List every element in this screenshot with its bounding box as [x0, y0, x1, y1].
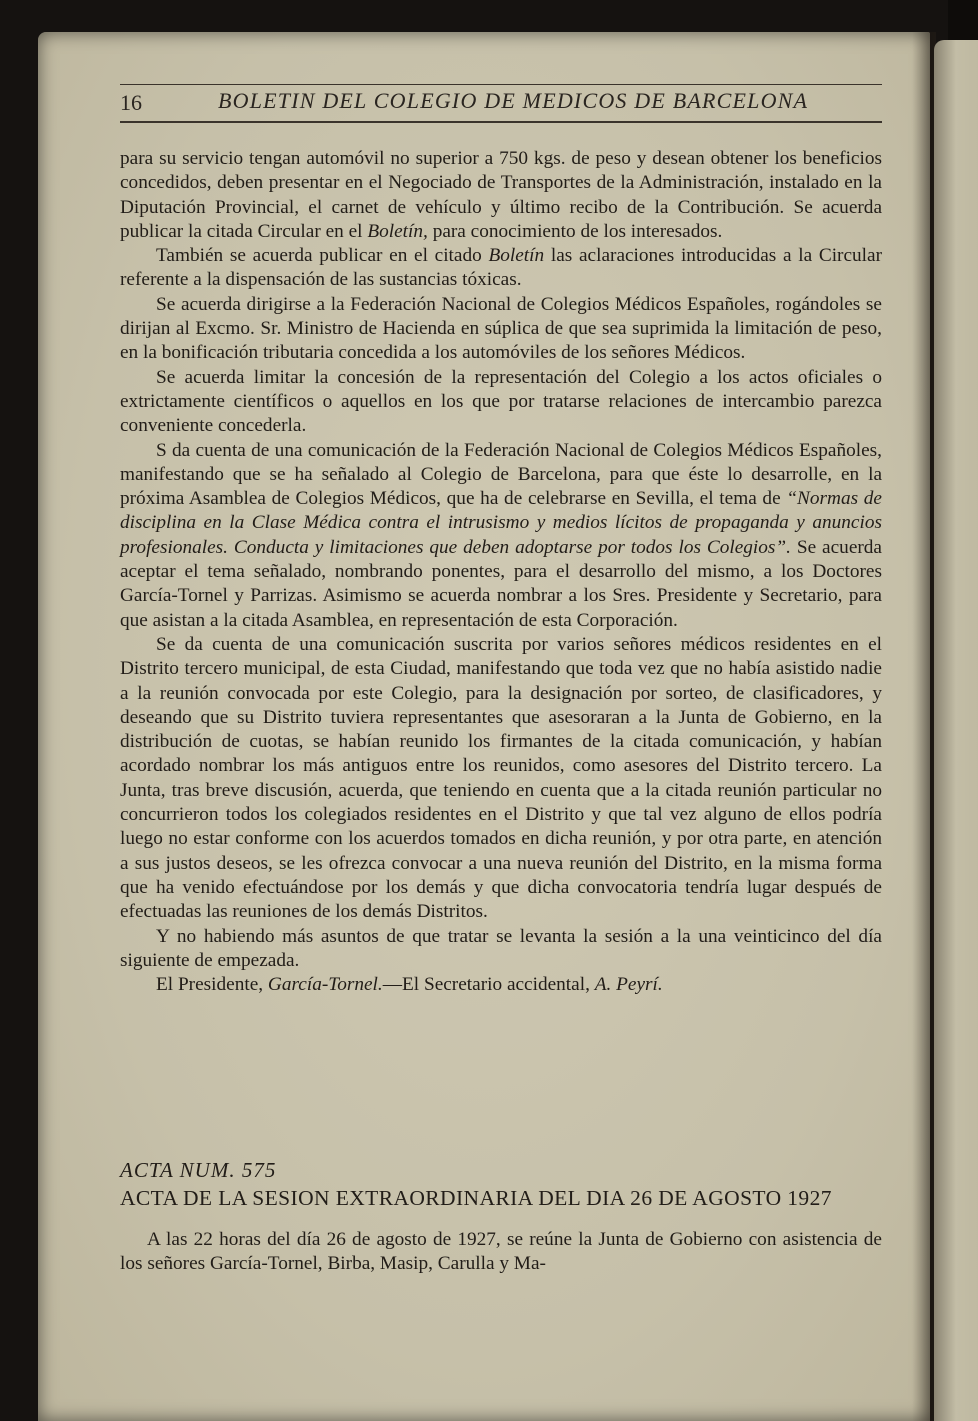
- facing-page-edge: [934, 40, 978, 1421]
- header-rule-top: [120, 84, 882, 85]
- acta-title: ACTA DE LA SESION EXTRAORDINARIA DEL DIA 26 DE AGOSTO 1927: [120, 1186, 832, 1210]
- header-rule-bottom: [120, 121, 882, 123]
- signatures: El Presidente, García-Tornel.—El Secretario accidental, A. Peyrí.: [156, 974, 663, 996]
- paragraph: Se acuerda limitar la concesión de la representación del Colegio a los actos oficiales o extrictamente científicos o aquellos en los que por tratarse relaciones de intercambio parezca conveniente concederla.: [120, 366, 882, 437]
- secretary-name: A. Peyrí.: [594, 974, 663, 996]
- paragraph: S da cuenta de una comunicación de la Federación Nacional de Colegios Médicos Españoles, manifestando que se ha señalado al Colegio de Barcelona, para que éste lo desarrolle, en la próxima Asamblea de Colegios Médicos, que ha de celebrarse en Sevilla, el tema de “Normas de disciplina en la Clase Médica contra el intrusismo y medios lícitos de propaganda y anuncios profesionales. Conducta y limitaciones que deben adoptarse por todos los Colegios”. Se acuerda aceptar el tema señalado, nombrando ponentes, para el desarrollo del mismo, a los Doctores García-Tornel y Parrizas. Asimismo se acuerda nombrar a los Sres. Presidente y Secretario, para que asistan a la citada Asamblea, en representación de esta Corporación.: [120, 439, 882, 631]
- scan-edge: [948, 0, 978, 40]
- acta-text: [120, 1228, 882, 1277]
- paragraph: Se acuerda dirigirse a la Federación Nacional de Colegios Médicos Españoles, rogándoles se dirijan al Excmo. Sr. Ministro de Hacienda en súplica de que sea suprimida la limitación de peso, en la bonificación tributaria concedida a los automóviles de los señores Médicos.: [120, 293, 882, 364]
- page-number: 16: [120, 90, 142, 115]
- running-title: BOLETIN DEL COLEGIO DE MEDICOS DE BARCELONA: [218, 88, 809, 113]
- page-fold-shadow: [912, 32, 936, 1421]
- paragraph: También se acuerda publicar en el citado Boletín las aclaraciones introducidas a la Circular referente a la dispensación de las sustancias tóxicas.: [120, 245, 883, 291]
- paragraph: para su servicio tengan automóvil no superior a 750 kgs. de peso y desean obtener los beneficios concedidos, deben presentar en el Negociado de Transportes de la Administración, instalado en la Diputación Provincial, el carnet de vehículo y último recibo de la Contribución. Se acuerda publicar la citada Circular en el Boletín, para conocimiento de los interesados.: [120, 148, 882, 242]
- paragraph: Se da cuenta de una comunicación suscrita por varios señores médicos residentes en el Distrito tercero municipal, de esta Ciudad, manifestando que toda vez que no había asistido nadie a la reunión convocada por este Colegio, para la designación por sorteo, de clasificadores, y deseando que su Distrito tuviera representantes que asesoraran a la Junta de Gobierno, en la distribución de cuotas, se habían reunido los firmantes de la citada comunicación, y habían acordado nombrar los más antiguos entre los reunidos, como asesores del Distrito tercero. La Junta, tras breve discusión, acuerda, que teniendo en cuenta que a la citada reunión particular no concurrieron todos los colegiados residentes en el Distrito y que tal vez alguno de ellos podría luego no estar conforme con los acuerdos tomados en dicha reunión, y por otra parte, en atención a sus justos deseos, se les ofrezca convocar a una nueva reunión del Distrito, en la misma forma que ha venido efectuándose por los demás y que dicha convocatoria tendría lugar después de efectuadas las reuniones de los demás Distritos.: [120, 633, 882, 923]
- acta-number: ACTA NUM. 575: [120, 1158, 277, 1182]
- paragraph: A las 22 horas del día 26 de agosto de 1927, se reúne la Junta de Gobierno con asistencia de los señores García-Tornel, Birba, Masip, Carulla y Ma-: [120, 1229, 882, 1275]
- running-header: [120, 86, 882, 122]
- president-name: García-Tornel.: [267, 974, 383, 996]
- paragraph: Y no habiendo más asuntos de que tratar se levanta la sesión a la una veinticinco del día siguiente de empezada.: [120, 925, 882, 971]
- minutes-text: [120, 147, 882, 997]
